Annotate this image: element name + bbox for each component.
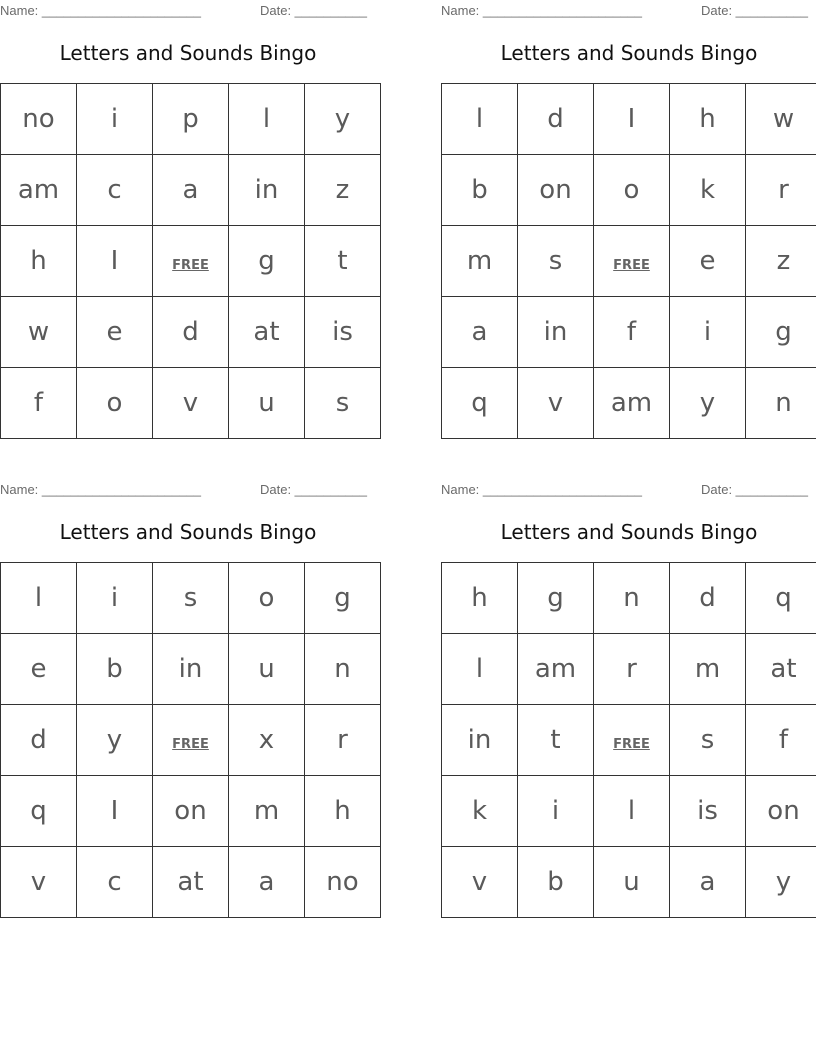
bingo-cell[interactable]: h xyxy=(442,563,518,634)
bingo-cell[interactable]: c xyxy=(77,155,153,226)
bingo-cell[interactable]: b xyxy=(518,847,594,918)
bingo-cell[interactable]: g xyxy=(746,297,816,368)
card-title: Letters and Sounds Bingo xyxy=(500,41,758,65)
bingo-grid xyxy=(441,83,816,439)
bingo-cell[interactable]: l xyxy=(229,84,305,155)
name-field[interactable]: Name: ______________________ xyxy=(0,482,201,497)
bingo-free-space[interactable] xyxy=(153,705,229,776)
bingo-cell[interactable]: b xyxy=(442,155,518,226)
bingo-cell[interactable]: d xyxy=(670,563,746,634)
bingo-cell[interactable]: on xyxy=(518,155,594,226)
bingo-cell[interactable]: no xyxy=(1,84,77,155)
bingo-row xyxy=(442,297,816,368)
bingo-row xyxy=(442,705,816,776)
date-field[interactable]: Date: __________ xyxy=(260,482,367,497)
name-field[interactable]: Name: ______________________ xyxy=(441,3,642,18)
bingo-row xyxy=(1,847,381,918)
bingo-cell[interactable]: b xyxy=(77,634,153,705)
bingo-cell[interactable]: on xyxy=(153,776,229,847)
bingo-cell[interactable]: w xyxy=(746,84,816,155)
bingo-cell[interactable]: at xyxy=(229,297,305,368)
bingo-cell[interactable]: e xyxy=(670,226,746,297)
bingo-free-space[interactable] xyxy=(594,226,670,297)
bingo-cell[interactable]: I xyxy=(594,84,670,155)
bingo-cell[interactable]: c xyxy=(77,847,153,918)
bingo-cell[interactable]: am xyxy=(518,634,594,705)
bingo-cell[interactable]: am xyxy=(594,368,670,439)
bingo-cell[interactable]: on xyxy=(746,776,816,847)
bingo-cell[interactable]: h xyxy=(1,226,77,297)
bingo-row xyxy=(1,297,381,368)
bingo-cell[interactable]: at xyxy=(153,847,229,918)
bingo-cell[interactable]: is xyxy=(670,776,746,847)
bingo-row xyxy=(442,563,816,634)
bingo-row xyxy=(442,155,816,226)
card-header xyxy=(0,482,376,498)
bingo-cell[interactable]: v xyxy=(153,368,229,439)
bingo-cell[interactable]: t xyxy=(518,705,594,776)
bingo-grid xyxy=(0,562,381,918)
bingo-cell[interactable]: s xyxy=(153,563,229,634)
bingo-cell[interactable]: i xyxy=(77,563,153,634)
bingo-cell[interactable]: o xyxy=(594,155,670,226)
card-header xyxy=(441,3,816,19)
bingo-cell[interactable]: a xyxy=(153,155,229,226)
date-field[interactable]: Date: __________ xyxy=(701,482,808,497)
bingo-cell[interactable]: in xyxy=(229,155,305,226)
bingo-grid xyxy=(441,562,816,918)
bingo-cell[interactable]: s xyxy=(305,368,381,439)
bingo-row xyxy=(442,84,816,155)
bingo-cell[interactable]: r xyxy=(594,634,670,705)
bingo-cell[interactable]: s xyxy=(670,705,746,776)
date-field[interactable]: Date: __________ xyxy=(260,3,367,18)
bingo-cell[interactable]: q xyxy=(1,776,77,847)
free-space-label: FREE xyxy=(613,737,650,752)
bingo-cell[interactable]: I xyxy=(77,226,153,297)
bingo-cell[interactable]: a xyxy=(670,847,746,918)
bingo-row xyxy=(442,368,816,439)
bingo-cell[interactable]: f xyxy=(594,297,670,368)
bingo-card-1 xyxy=(0,0,376,440)
bingo-cell[interactable]: i xyxy=(518,776,594,847)
bingo-cell[interactable]: g xyxy=(518,563,594,634)
bingo-cell[interactable]: d xyxy=(518,84,594,155)
bingo-cell[interactable]: t xyxy=(305,226,381,297)
bingo-card-2 xyxy=(441,0,816,440)
bingo-cell[interactable]: at xyxy=(746,634,816,705)
bingo-cell[interactable]: g xyxy=(229,226,305,297)
bingo-cell[interactable]: z xyxy=(305,155,381,226)
name-field[interactable]: Name: ______________________ xyxy=(441,482,642,497)
card-title: Letters and Sounds Bingo xyxy=(59,41,317,65)
bingo-cell[interactable]: q xyxy=(442,368,518,439)
bingo-cell[interactable]: f xyxy=(1,368,77,439)
free-space-label: FREE xyxy=(172,737,209,752)
bingo-row xyxy=(1,84,381,155)
bingo-row xyxy=(442,226,816,297)
bingo-cell[interactable]: k xyxy=(670,155,746,226)
date-field[interactable]: Date: __________ xyxy=(701,3,808,18)
bingo-cell[interactable]: k xyxy=(442,776,518,847)
bingo-cell[interactable]: y xyxy=(305,84,381,155)
bingo-grid xyxy=(0,83,381,439)
bingo-cell[interactable]: r xyxy=(746,155,816,226)
bingo-cell[interactable]: is xyxy=(305,297,381,368)
name-field[interactable]: Name: ______________________ xyxy=(0,3,201,18)
bingo-cell[interactable]: z xyxy=(746,226,816,297)
bingo-cell[interactable]: h xyxy=(670,84,746,155)
bingo-cell[interactable]: u xyxy=(229,634,305,705)
bingo-row xyxy=(1,634,381,705)
bingo-cell[interactable]: l xyxy=(442,84,518,155)
bingo-free-space[interactable] xyxy=(153,226,229,297)
bingo-row xyxy=(1,155,381,226)
bingo-cell[interactable]: q xyxy=(746,563,816,634)
bingo-cell[interactable]: d xyxy=(1,705,77,776)
bingo-cell[interactable]: e xyxy=(77,297,153,368)
bingo-cell[interactable]: i xyxy=(670,297,746,368)
bingo-cell[interactable]: y xyxy=(670,368,746,439)
bingo-card-4 xyxy=(441,479,816,919)
free-space-label: FREE xyxy=(613,258,650,273)
card-title: Letters and Sounds Bingo xyxy=(59,520,317,544)
bingo-cell[interactable]: d xyxy=(153,297,229,368)
bingo-cell[interactable]: w xyxy=(1,297,77,368)
bingo-row xyxy=(1,226,381,297)
bingo-cell[interactable]: s xyxy=(518,226,594,297)
bingo-cell[interactable]: n xyxy=(305,634,381,705)
bingo-cell[interactable]: r xyxy=(305,705,381,776)
bingo-row xyxy=(1,776,381,847)
bingo-row xyxy=(442,847,816,918)
bingo-free-space[interactable] xyxy=(594,705,670,776)
bingo-cell[interactable]: no xyxy=(305,847,381,918)
bingo-cell[interactable]: in xyxy=(153,634,229,705)
bingo-cell[interactable]: am xyxy=(1,155,77,226)
bingo-row xyxy=(442,634,816,705)
bingo-cell[interactable]: l xyxy=(594,776,670,847)
bingo-cell[interactable]: l xyxy=(1,563,77,634)
bingo-cell[interactable]: h xyxy=(305,776,381,847)
bingo-row xyxy=(1,705,381,776)
bingo-cell[interactable]: l xyxy=(442,634,518,705)
bingo-cell[interactable]: m xyxy=(670,634,746,705)
bingo-cell[interactable]: a xyxy=(442,297,518,368)
bingo-card-3 xyxy=(0,479,376,919)
bingo-cell[interactable]: f xyxy=(746,705,816,776)
free-space-label: FREE xyxy=(172,258,209,273)
card-title: Letters and Sounds Bingo xyxy=(500,520,758,544)
bingo-cell[interactable]: o xyxy=(77,368,153,439)
bingo-cell[interactable]: x xyxy=(229,705,305,776)
bingo-cell[interactable]: in xyxy=(518,297,594,368)
bingo-cell[interactable]: a xyxy=(229,847,305,918)
bingo-cell[interactable]: y xyxy=(77,705,153,776)
bingo-cell[interactable]: g xyxy=(305,563,381,634)
bingo-cell[interactable]: in xyxy=(442,705,518,776)
bingo-cell[interactable]: I xyxy=(77,776,153,847)
bingo-cell[interactable]: n xyxy=(746,368,816,439)
bingo-cell[interactable]: m xyxy=(442,226,518,297)
bingo-cell[interactable]: m xyxy=(229,776,305,847)
card-header xyxy=(0,3,376,19)
bingo-cell[interactable]: e xyxy=(1,634,77,705)
bingo-cell[interactable]: v xyxy=(1,847,77,918)
bingo-cell[interactable]: p xyxy=(153,84,229,155)
bingo-cell[interactable]: i xyxy=(77,84,153,155)
bingo-cell[interactable]: v xyxy=(442,847,518,918)
bingo-cell[interactable]: n xyxy=(594,563,670,634)
card-header xyxy=(441,482,816,498)
bingo-cell[interactable]: v xyxy=(518,368,594,439)
bingo-cell[interactable]: u xyxy=(594,847,670,918)
bingo-row xyxy=(442,776,816,847)
bingo-cell[interactable]: y xyxy=(746,847,816,918)
bingo-cell[interactable]: u xyxy=(229,368,305,439)
bingo-row xyxy=(1,368,381,439)
bingo-row xyxy=(1,563,381,634)
bingo-cell[interactable]: o xyxy=(229,563,305,634)
